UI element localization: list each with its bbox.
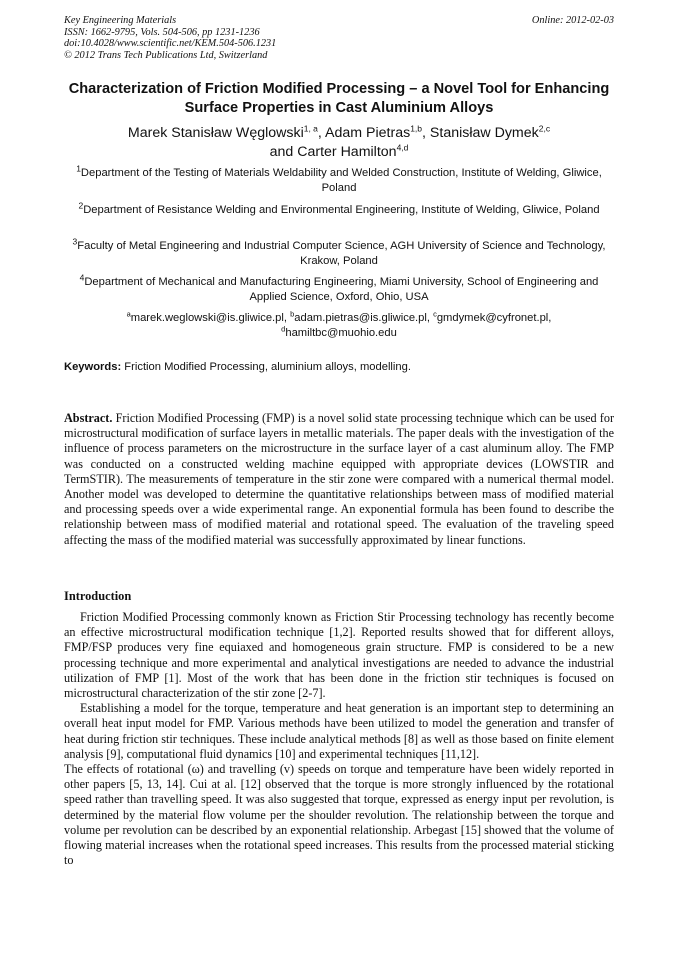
abstract [64,411,614,548]
paper-title: Characterization of Friction Modified Processing – a Novel Tool for Enhancing Surface Properties in Cast Aluminium Alloys [68,81,610,116]
author-2: Adam Pietras$^{1,b}$, [325,123,430,141]
affiliation-3: $^3$Faculty of Metal Engineering and Industrial Computer Science, AGH University of Science and Technology, Krakow, Poland [72,236,606,267]
keywords [64,360,614,374]
author-3: Stanisław Dymek$^{2,c}$ [429,123,551,141]
affiliation-2: $^2$Department of Resistance Welding and Environmental Engineering, Institute of Welding, Gliwice, Poland [78,200,600,216]
author-4: and Carter Hamilton$^{4,d}$ [269,142,409,160]
email-d[interactable]: $^d$hamiltbc@muohio.edu [281,323,397,339]
issn-line: ISSN: 1662-9795, Vols. 504-506, pp 1231-1236 [64,26,260,38]
author-1: Marek Stanisław Węglowski$^{1, a}$, [127,123,326,141]
affiliation-1: $^1$Department of the Testing of Materials Weldability and Welded Construction, Institute of Welding, Gliwice, Poland [76,163,602,194]
keywords-label: Keywords: [64,361,122,373]
email-b[interactable]: $^b$adam.pietras@is.gliwice.pl, [290,309,434,324]
introduction-heading: Introduction [64,589,132,603]
abstract-label: Abstract. [64,411,113,425]
journal-name: Key Engineering Materials [64,15,177,26]
doi-line: doi:10.4028/www.scientific.net/KEM.504-506.1231 [64,38,277,50]
intro-paragraph-1: Friction Modified Processing commonly known as Friction Stir Processing technology has recently become an effective microstructural modification technique [1,2]. Reported results showed that for different alloys, FMP/FSP produces very fine equiaxed and homogeneous grain structure. FMP is considered to be a new processing technique and more experimental and analytical investigations are needed to advance the industrial utilization of FMP [1]. Most of the work that has been done in the friction stir techniques is focused on microstructural characterization of the stir zone [2-7]. [64,610,614,701]
keywords-text: Friction Modified Processing, aluminium alloys, modelling. [121,361,411,373]
introduction-body [64,610,614,868]
email-c[interactable]: $^c$gmdymek@cyfronet.pl, [433,309,552,324]
affiliation-4: $^4$Department of Mechanical and Manufacturing Engineering, Miami University, School of Engineering and Applied Science, Oxford, Ohio, USA [79,272,599,303]
copyright-line: © 2012 Trans Tech Publications Ltd, Switzerland [64,49,268,61]
author-list [60,124,618,162]
intro-paragraph-3: The effects of rotational (ω) and travelling (v) speeds on torque and temperature have been widely reported in other papers [5, 13, 14]. Cui at al. [12] observed that the torque is more strongly influenced by the rotational speed rather than travelling speed. It was also suggested that torque, expressed as energy input per revolution, is determined by the material flow volume per the shoulder revolution. The relationship between the torque and volume per revolution can be described by an exponential relationship. Arbegast [15] showed that the volume of flowing material increases when the rotational speed increases. This results from the processed material sticking to [64,762,614,868]
journal-header [64,15,614,61]
email-a[interactable]: $^a$marek.weglowski@is.gliwice.pl, [126,309,291,324]
intro-paragraph-2: Establishing a model for the torque, temperature and heat generation is an important step to determining an overall heat input model for FMP. Various methods have been utilized to model the generation and transfer of heat during friction stir techniques. These include analytical methods [8] as well as those based on finite element analysis [9], computational fluid dynamics [10] and experimental techniques [11,12]. [64,701,614,761]
abstract-text: Friction Modified Processing (FMP) is a novel solid state processing technique which can be used for microstructural modification of surface layers in metallic materials. The paper deals with the investigation of the influence of process parameters on the microstructure in the surface layer of a cast aluminum alloy. The FMP was conducted on a constructed welding machine equipped with appropriate devices (LOWSTIR and TermSTIR). The measurements of temperature in the stir zone were compared with a numerical thermal model. Another model was developed to determine the quantitative relationships between mass of modified material and processing speeds over a wide experimental range. An exponential formula has been found to describe the relationship between mass of modified material and rotational speed. The evaluation of the traveling speed affecting the mass of the modified material was successfully approximated by linear functions. [64,411,614,547]
online-date: Online: 2012-02-03 [531,15,614,26]
email-list [62,311,616,340]
